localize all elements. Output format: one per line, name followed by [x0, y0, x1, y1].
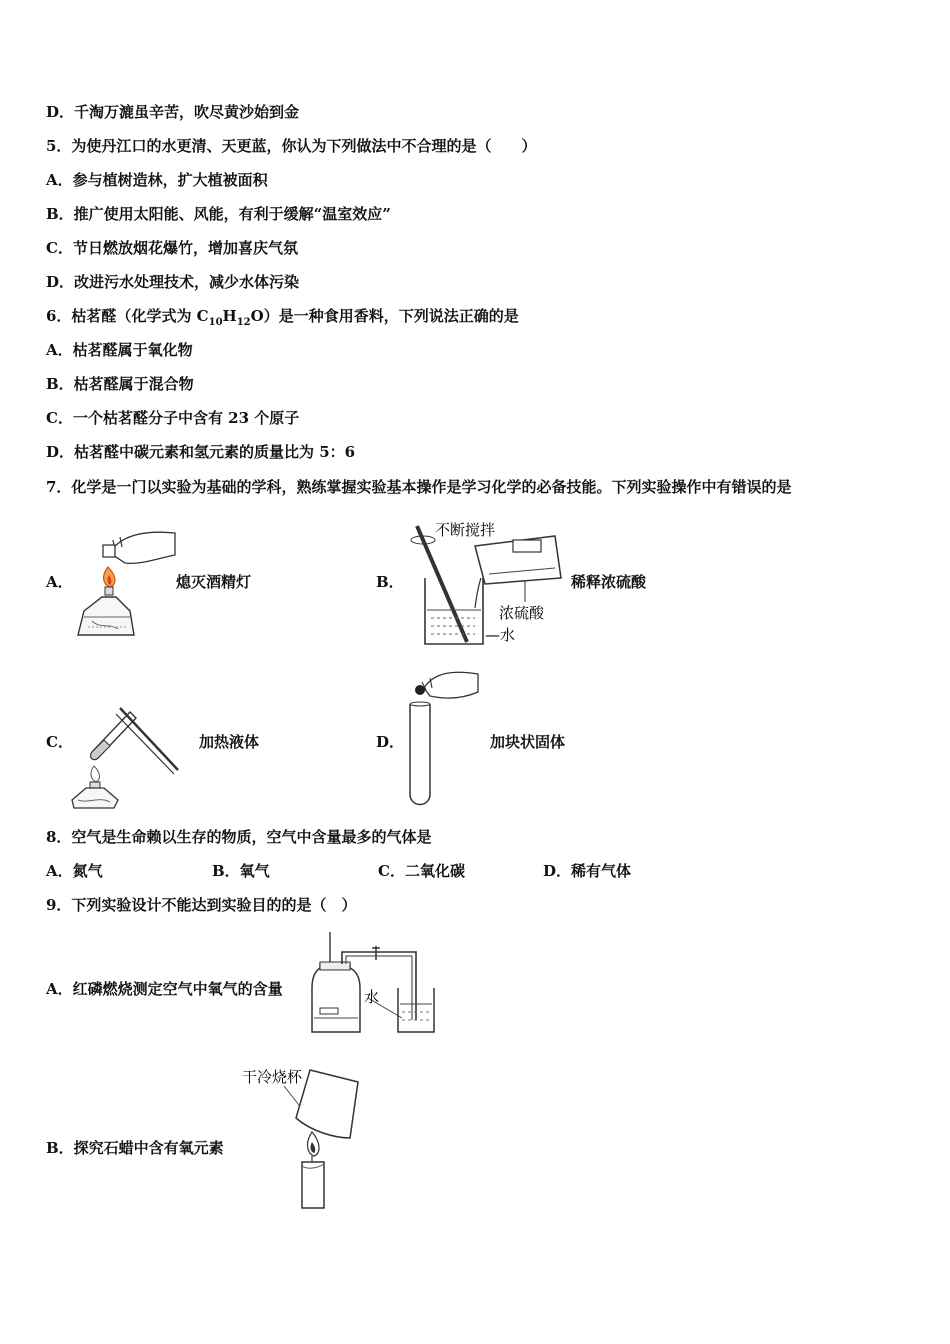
question-8-option-d: D．稀有气体 [543, 862, 632, 880]
water-label-q9: 水 [364, 988, 380, 1006]
question-7-stem: 7．化学是一门以实验为基础的学科，熟练掌握实验基本操作是学习化学的必备技能。下列实验操作中有错误的是 [46, 478, 792, 496]
add-lump-solid-illustration [404, 668, 484, 810]
question-5-option-d: D．改进污水处理技术，减少水体污染 [46, 273, 300, 291]
question-7-option-b-letter: B． [376, 573, 404, 591]
acid-label: 浓硫酸 [499, 604, 545, 622]
alcohol-lamp-blowing-illustration [70, 525, 180, 645]
question-7-option-c-letter: C． [46, 733, 73, 751]
question-8-stem: 8．空气是生命赖以生存的物质，空气中含量最多的气体是 [46, 828, 432, 846]
question-7-option-d-letter: D． [376, 733, 405, 751]
question-7-option-d-caption: 加块状固体 [490, 733, 566, 751]
candle-cold-beaker-illustration [240, 1062, 370, 1212]
question-4-option-d: D．千淘万漉虽辛苦，吹尽黄沙始到金 [46, 103, 300, 121]
red-phosphorus-apparatus-illustration [306, 928, 442, 1038]
question-5-option-b: B．推广使用太阳能、风能，有利于缓解“温室效应” [46, 205, 391, 223]
question-7-option-a-letter: A． [46, 573, 73, 591]
question-8-option-a: A．氮气 [46, 862, 103, 880]
question-5-option-a: A．参与植树造林，扩大植被面积 [46, 171, 268, 189]
question-9-option-a: A．红磷燃烧测定空气中氧气的含量 [46, 980, 283, 998]
question-7-option-a-caption: 熄灭酒精灯 [176, 573, 252, 591]
dilute-sulfuric-acid-illustration [405, 518, 575, 650]
heat-liquid-illustration [70, 700, 182, 810]
question-9-stem: 9．下列实验设计不能达到实验目的的是（ ） [46, 896, 357, 914]
question-8-option-b: B．氧气 [212, 862, 270, 880]
question-6-option-c: C．一个枯茗醛分子中含有 23 个原子 [46, 409, 300, 427]
cold-beaker-label: 干冷烧杯 [242, 1068, 303, 1086]
question-5-stem: 5．为使丹江口的水更清、天更蓝，你认为下列做法中不合理的是（ ） [46, 137, 537, 155]
question-5-option-c: C．节日燃放烟花爆竹，增加喜庆气氛 [46, 239, 298, 257]
question-6-option-b: B．枯茗醛属于混合物 [46, 375, 194, 393]
question-6-stem: 6．枯茗醛（化学式为 $C_{10}H_{12}O$）是一种食用香料，下列说法正确的是 [46, 307, 519, 328]
question-7-option-c-caption: 加热液体 [199, 733, 260, 751]
water-label: —水 [485, 626, 516, 644]
question-7-option-b-caption: 稀释浓硫酸 [571, 573, 647, 591]
question-8-option-c: C．二氧化碳 [378, 862, 465, 880]
question-6-option-d: D．枯茗醛中碳元素和氢元素的质量比为 5：6 [46, 443, 356, 461]
stir-label: 不断搅拌 [435, 521, 496, 539]
question-6-option-a: A．枯茗醛属于氧化物 [46, 341, 193, 359]
question-9-option-b: B．探究石蜡中含有氧元素 [46, 1139, 224, 1157]
